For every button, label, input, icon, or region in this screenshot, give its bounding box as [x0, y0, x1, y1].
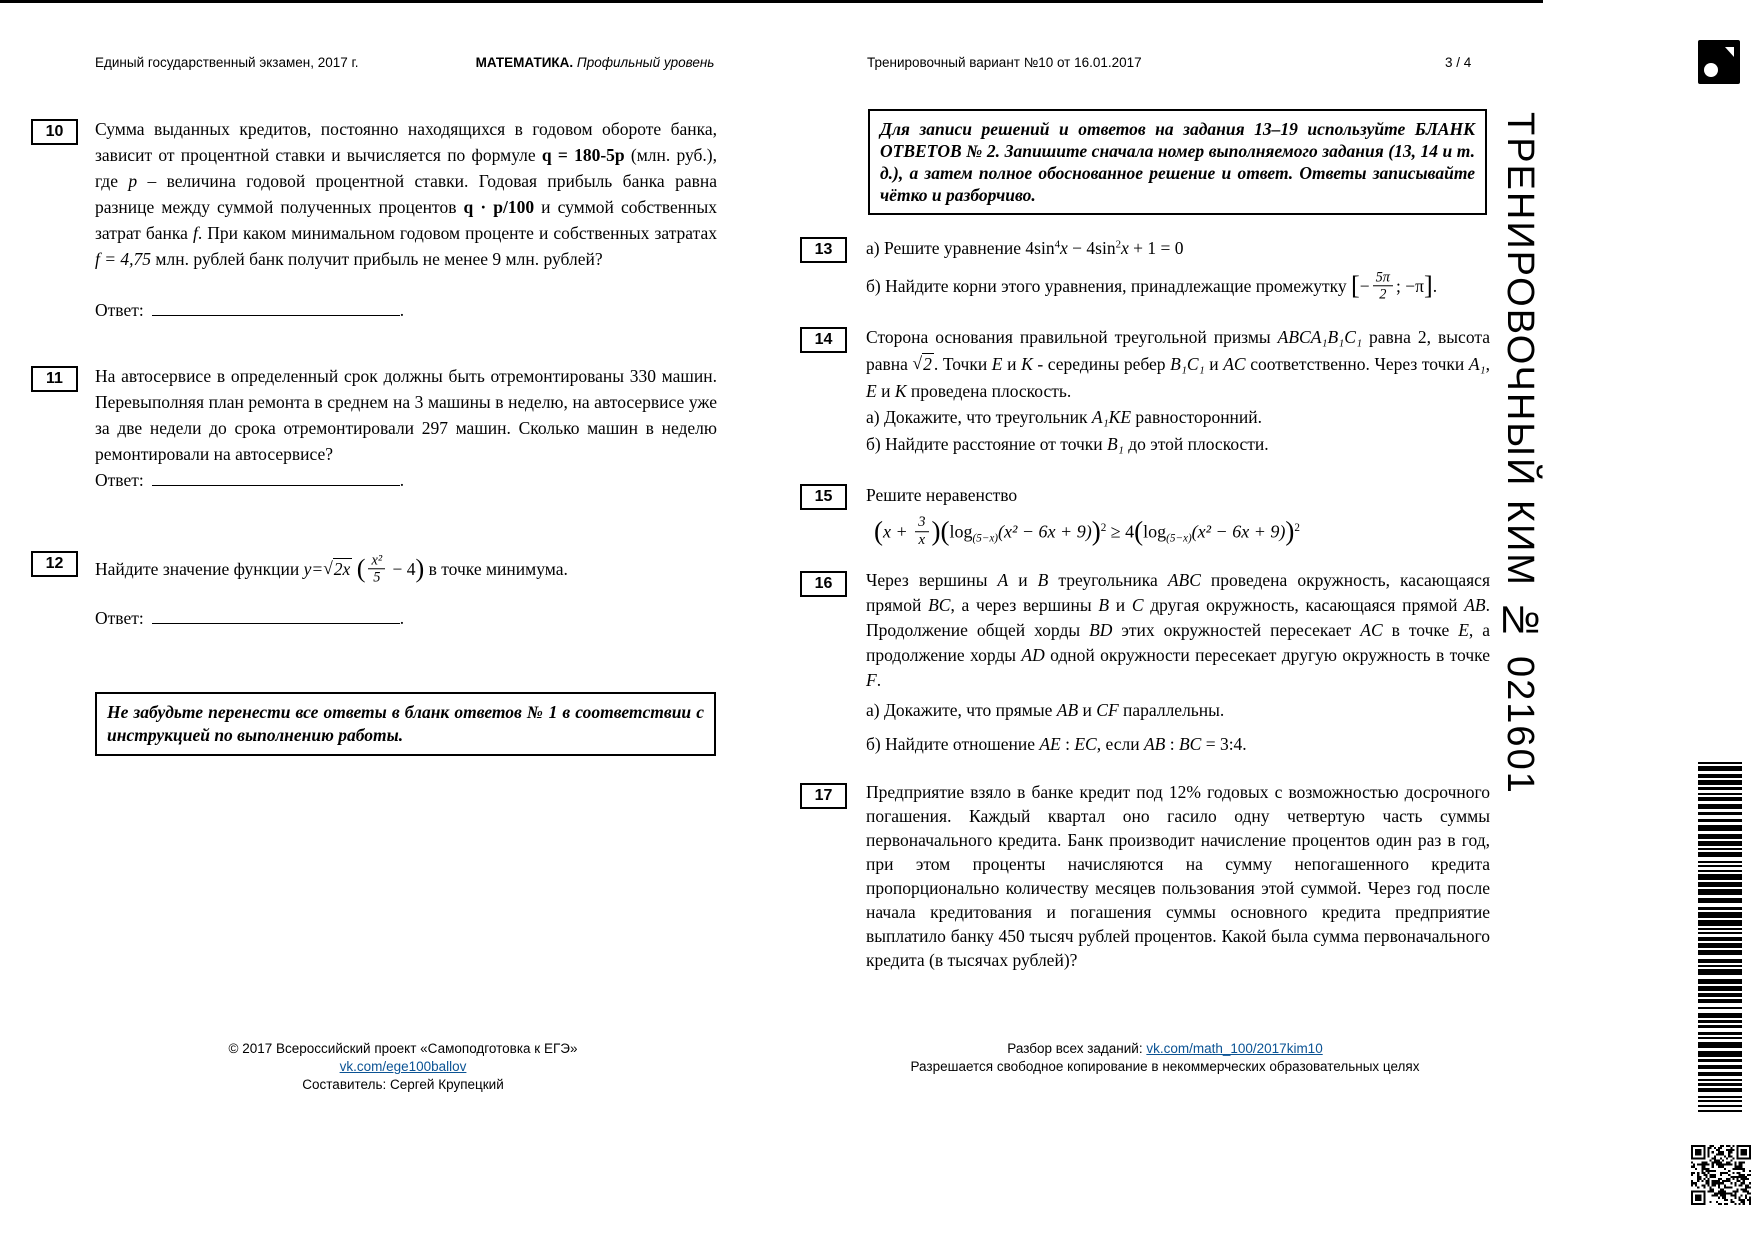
task12-number-box: 12	[31, 551, 78, 577]
barcode-bar	[1698, 874, 1742, 880]
answer-blank	[152, 609, 400, 624]
barcode-bar	[1698, 1072, 1742, 1076]
text-segment: (млн. руб.), где	[95, 145, 717, 191]
task16-part-a	[866, 700, 1224, 721]
task11-answer-row	[95, 470, 404, 491]
text-segment: − 4sin	[1067, 238, 1116, 258]
barcode-bar	[1698, 865, 1742, 867]
text-segment: Сторона основания правильной треугольной призмы	[866, 327, 1278, 347]
text-segment: (x² − 6x + 9)	[1191, 521, 1286, 542]
text-segment: AB	[1143, 734, 1166, 754]
text-segment: EC	[1074, 734, 1097, 754]
barcode-bar	[1698, 762, 1742, 764]
text-segment: q = 180-5p	[541, 145, 625, 165]
text-segment: , если	[1096, 734, 1144, 754]
text-segment: проведена окружность, касающаяся прямой	[866, 570, 1490, 615]
text-segment: log	[949, 521, 973, 542]
text-segment: f	[192, 223, 198, 243]
barcode-bar	[1698, 819, 1742, 822]
text-segment: соответственно. Через точки	[1245, 354, 1469, 374]
barcode-bar	[1698, 1096, 1742, 1098]
task14-part-a	[866, 407, 1262, 428]
text-segment: и	[1078, 700, 1097, 720]
text-segment: AC	[1360, 620, 1383, 640]
text-segment: F	[866, 670, 877, 690]
text-segment: б) Найдите корни этого уравнения, принадлежащие промежутку	[866, 276, 1351, 296]
barcode-bar	[1698, 1013, 1742, 1018]
text-segment: и	[1002, 354, 1022, 374]
text-segment: )	[1285, 515, 1295, 546]
barcode-bar	[1698, 986, 1742, 991]
text-segment: (x² − 6x + 9)	[998, 521, 1092, 542]
text-segment: ABC	[1167, 570, 1201, 590]
text-segment: . При каком минимальном годовом проценте и собственных затратах	[197, 223, 717, 243]
text-segment: :	[1060, 734, 1075, 754]
barcode-bar	[1698, 1042, 1742, 1048]
text-segment: - середины ребер	[1032, 354, 1171, 374]
text-segment: а) Докажите, что прямые	[866, 700, 1057, 720]
barcode-bar	[1698, 1032, 1742, 1035]
task17-number-box: 17	[800, 783, 847, 809]
header-subject	[420, 55, 770, 70]
text-segment: B	[1037, 570, 1049, 590]
text-segment: A₁KE	[1091, 407, 1132, 427]
text-segment: ; −π	[1395, 276, 1424, 296]
text-segment: B₁	[1107, 434, 1124, 454]
text-segment: C	[1131, 595, 1144, 615]
task12-answer-row	[95, 608, 404, 629]
text-segment: , а продолжение хорды	[866, 620, 1490, 665]
text-segment: − 4	[388, 559, 416, 579]
barcode-bar	[1698, 766, 1742, 771]
barcode-bar	[1698, 1037, 1742, 1039]
barcode-bar	[1698, 861, 1742, 863]
sqrt-expression: √2x	[323, 558, 351, 579]
text-segment: и	[1109, 595, 1132, 615]
answer-label: Ответ:	[95, 300, 144, 320]
text-segment: (5−x)	[1166, 532, 1192, 545]
answer-blank	[152, 471, 400, 486]
text-segment: Найдите значение функции	[95, 559, 304, 579]
text-segment: , а через вершины	[950, 595, 1099, 615]
text-segment: Сумма выданных кредитов, постоянно находящихся в годовом обороте банка, зависит от процентной ставки и вычисляется по формуле	[95, 119, 717, 165]
barcode-bar	[1698, 1059, 1742, 1062]
answer-period: .	[399, 470, 405, 490]
text-segment: −	[1359, 276, 1370, 296]
text-segment: A	[997, 570, 1009, 590]
text-segment: x	[1060, 238, 1068, 258]
task10-number-box: 10	[31, 119, 78, 145]
footer-right-line1	[870, 1040, 1460, 1058]
barcode-bar	[1698, 965, 1742, 967]
text-segment: BC	[928, 595, 951, 615]
task13-part-a	[866, 238, 1184, 259]
text-segment: треугольника	[1048, 570, 1168, 590]
text-segment: и	[1204, 354, 1224, 374]
header-exam-title: Единый государственный экзамен, 2017 г.	[95, 55, 359, 70]
text-segment: 4sin	[1025, 238, 1055, 258]
text-segment: E	[991, 354, 1003, 374]
barcode-bar	[1698, 1105, 1742, 1107]
top-border-line	[0, 0, 1543, 3]
barcode-bar	[1698, 1025, 1742, 1028]
footer-copyright-text: © 2017 Всероссийский проект «Самоподготовка к ЕГЭ»	[228, 1041, 578, 1056]
barcode-bar	[1698, 969, 1742, 975]
footer-review-text: Разбор всех заданий:	[1007, 1041, 1147, 1056]
text-segment: а) Докажите, что треугольник	[866, 407, 1092, 427]
task16-number-box: 16	[800, 571, 847, 597]
text-segment: (	[940, 515, 950, 546]
text-segment: и суммой собственных затрат банка	[95, 197, 717, 243]
text-segment: . Продолжение общей хорды	[866, 595, 1490, 640]
task11-text: На автосервисе в определенный срок должны быть отремонтированы 330 машин. Перевыполняя план ремонта в среднем на 3 машины в неделю, на автосервисе уже за две недели до срока отремонтировали 297 машин. Сколько машин в неделю ремонтировали на автосервисе?	[95, 366, 717, 464]
text-segment: + 1 = 0	[1128, 238, 1184, 258]
answer-period: .	[399, 300, 405, 320]
barcode-bar	[1698, 907, 1742, 910]
footer-license-text: Разрешается свободное копирование в некоммерческих образовательных целях	[910, 1059, 1420, 1074]
footer-ege100ballov-link[interactable]: vk.com/ege100ballov	[339, 1059, 467, 1074]
barcode-bar	[1698, 882, 1742, 887]
text-segment: )	[1091, 515, 1101, 546]
note-transfer-answers-text: Не забудьте перенести все ответы в бланк ответов № 1 в соответствии с инструкцией по выполнению работы.	[107, 702, 704, 745]
task10-answer-row	[95, 300, 404, 321]
task15-number-box: 15	[800, 484, 847, 510]
barcode-bar	[1698, 812, 1742, 815]
barcode-bar	[1698, 912, 1742, 918]
text-segment: [	[1351, 270, 1360, 300]
text-segment: BD	[1089, 620, 1113, 640]
text-segment: равна 2, высота равна	[866, 327, 1490, 374]
text-segment: p	[128, 171, 138, 191]
barcode-bar	[1698, 797, 1742, 801]
text-segment: и	[876, 381, 895, 401]
text-segment: ABCA₁B₁C₁	[1277, 327, 1363, 347]
answer-label: Ответ:	[95, 470, 144, 490]
task14-part-b	[866, 434, 1269, 455]
text-segment: E	[1458, 620, 1469, 640]
task17-text: Предприятие взяло в банке кредит под 12% годовых с возможностью досрочного погашения. Каждый квартал оно гасило одну четвертую часть суммы первоначального кредита. Банк производит начисление процентов один раз в год, при этом проценты начисляются на сумму непогашенного кредита пропорционально количеству месяцев пользования этой суммой. Через год после начала кредитования и погашения суммы основного кредита предприятие выплатило банку 450 тысяч рублей процентов. Какой была сумма первоначального кредита (в тысячах рублей)?	[866, 782, 1490, 970]
footer-compiler-text: Составитель: Сергей Крупецкий	[302, 1077, 504, 1092]
text-segment: AB	[1056, 700, 1079, 720]
barcode-bar	[1698, 1079, 1742, 1081]
text-segment: K	[1021, 354, 1033, 374]
text-segment: этих окружностей пересекает	[1112, 620, 1361, 640]
fraction: $\frac{3}{x}$	[915, 514, 928, 549]
text-segment: ≥ 4	[1106, 521, 1135, 542]
text-segment: проведена плоскость.	[906, 381, 1072, 401]
text-segment: – величина годовой процентной ставки. Годовая прибыль банка равна разнице между суммой полученных процентов	[95, 171, 717, 217]
kim-vertical-text: ТРЕНИРОВОЧНЫЙ КИМ № 021601	[1499, 112, 1541, 795]
barcode-bar	[1698, 1020, 1742, 1023]
barcode-bar	[1698, 787, 1742, 790]
barcode-bar	[1698, 1088, 1742, 1092]
barcode-bar	[1698, 1083, 1742, 1086]
text-segment: ]	[1423, 270, 1433, 300]
barcode-bar	[1698, 959, 1742, 963]
text-segment: (	[1134, 515, 1144, 546]
text-segment: 4	[1054, 238, 1061, 251]
text-segment: A₁	[1468, 354, 1486, 374]
barcode-bar	[1698, 1007, 1742, 1009]
task16-text	[866, 568, 1490, 693]
statgrad-logo-icon	[1698, 40, 1740, 84]
header-subject-level: Профильный уровень	[573, 55, 715, 70]
barcode-bar	[1698, 870, 1742, 872]
text-segment: :	[1165, 734, 1179, 754]
text-segment: (5−x)	[972, 532, 999, 545]
barcode-bar	[1698, 1110, 1742, 1112]
barcode	[1698, 762, 1742, 1114]
barcode-bar	[1698, 1051, 1742, 1057]
task15-inequality-formula	[874, 506, 1300, 561]
text-segment: 2	[1294, 522, 1300, 534]
text-segment: одной окружности пересекает другую окружность в точке	[1044, 645, 1490, 665]
text-segment: Через вершины	[866, 570, 998, 590]
barcode-bar	[1698, 928, 1742, 930]
barcode-bar	[1698, 889, 1742, 895]
barcode-bar	[1698, 825, 1742, 831]
answer-label: Ответ:	[95, 608, 144, 628]
text-segment: .	[1432, 276, 1438, 296]
text-segment: а) Решите уравнение	[866, 238, 1026, 258]
page-number: 3 / 4	[1445, 55, 1472, 70]
statgrad-logo-graphic	[1698, 40, 1740, 84]
barcode-bar	[1698, 774, 1742, 778]
text-segment: и	[1008, 570, 1038, 590]
barcode-bar	[1698, 950, 1742, 955]
barcode-bar	[1698, 848, 1742, 850]
text-segment: AE	[1039, 734, 1061, 754]
barcode-bar	[1698, 979, 1742, 984]
text-segment: E	[866, 381, 877, 401]
task13-part-b	[866, 266, 1437, 306]
task10-text	[95, 116, 717, 272]
text-segment: другая окружность, касающаяся прямой	[1143, 595, 1465, 615]
text-segment: (	[874, 515, 883, 546]
footer-review-link[interactable]: vk.com/math_100/2017kim10	[1146, 1041, 1323, 1056]
barcode-bar	[1698, 999, 1742, 1003]
qr-code-graphic	[1691, 1145, 1751, 1205]
footer-left	[166, 1040, 640, 1094]
text-segment: CF	[1096, 700, 1119, 720]
text-segment: (	[356, 553, 366, 583]
text-segment: = 3:4.	[1201, 734, 1247, 754]
text-segment: до этой плоскости.	[1123, 434, 1269, 454]
task12-text	[95, 548, 568, 590]
task13-number-box: 13	[800, 237, 847, 263]
note-transfer-answers-box	[95, 692, 716, 756]
task15-title: Решите неравенство	[866, 485, 1018, 505]
text-segment: BC	[1178, 734, 1202, 754]
text-segment: f = 4,75	[95, 249, 156, 269]
text-segment: параллельны.	[1118, 700, 1225, 720]
barcode-bar	[1698, 937, 1742, 941]
text-segment: q · p/100	[463, 197, 535, 217]
sqrt-expression: √2	[912, 353, 932, 374]
text-segment: )	[931, 515, 941, 546]
text-segment: B	[1098, 595, 1110, 615]
note-blank2-text: Для записи решений и ответов на задания 13–19 используйте БЛАНК ОТВЕТОВ № 2. Запишите сначала номер выполняемого задания (13, 14 и т. д.), а затем полное обоснованное решение и ответ. Ответы записывайте чётко и разборчиво.	[880, 119, 1475, 205]
header-subject-name: МАТЕМАТИКА.	[475, 55, 574, 70]
text-segment: . Точки	[933, 354, 992, 374]
barcode-bar	[1698, 804, 1742, 809]
text-segment: K	[894, 381, 907, 401]
barcode-bar	[1698, 793, 1742, 795]
text-segment: )	[415, 553, 425, 583]
answer-blank	[152, 301, 400, 316]
answer-period: .	[399, 608, 405, 628]
barcode-bar	[1698, 834, 1742, 839]
text-segment: AD	[1021, 645, 1045, 665]
text-segment: б) Найдите расстояние от точки	[866, 434, 1108, 454]
task11-number-box: 11	[31, 366, 78, 392]
barcode-bar	[1698, 943, 1742, 948]
fraction: $\frac{\text{x²}}{5}$	[368, 552, 385, 586]
text-segment: B₁C₁	[1170, 354, 1205, 374]
text-segment: .	[876, 670, 882, 690]
text-segment: 2	[1100, 522, 1107, 534]
barcode-bar	[1698, 841, 1742, 846]
qr-code	[1691, 1145, 1751, 1205]
barcode-bar	[1698, 993, 1742, 997]
barcode-bar	[1698, 932, 1742, 934]
fraction: $\frac{5\pi}{2}$	[1373, 269, 1393, 303]
text-segment: млн. рублей банк получит прибыль не менее 9 млн. рублей?	[155, 249, 603, 269]
note-blank2-box	[868, 109, 1487, 215]
footer-left-line1	[166, 1040, 640, 1076]
task16-part-b	[866, 734, 1247, 755]
task14-number-box: 14	[800, 327, 847, 353]
footer-right	[870, 1040, 1460, 1076]
text-segment: AB	[1464, 595, 1486, 615]
text-segment: ,	[1485, 354, 1491, 374]
text-segment: 2	[1115, 238, 1122, 251]
barcode-bar	[1698, 898, 1742, 903]
barcode-bar	[1698, 1100, 1742, 1102]
text-segment: y=	[303, 559, 324, 579]
barcode-bar	[1698, 780, 1742, 785]
text-segment: в точке	[1382, 620, 1459, 640]
text-segment: равносторонний.	[1131, 407, 1263, 427]
barcode-bar	[1698, 920, 1742, 926]
header-variant-info: Тренировочный вариант №10 от 16.01.2017	[867, 55, 1142, 70]
text-segment: в точке минимума.	[424, 559, 568, 579]
text-segment: б) Найдите отношение	[866, 734, 1040, 754]
text-segment: x	[1121, 238, 1129, 258]
barcode-bar	[1698, 1065, 1742, 1069]
text-segment: log	[1143, 521, 1167, 542]
barcode-bar	[1698, 852, 1742, 857]
text-segment: AC	[1223, 354, 1246, 374]
text-segment: x +	[883, 521, 913, 542]
task14-text	[866, 324, 1490, 405]
